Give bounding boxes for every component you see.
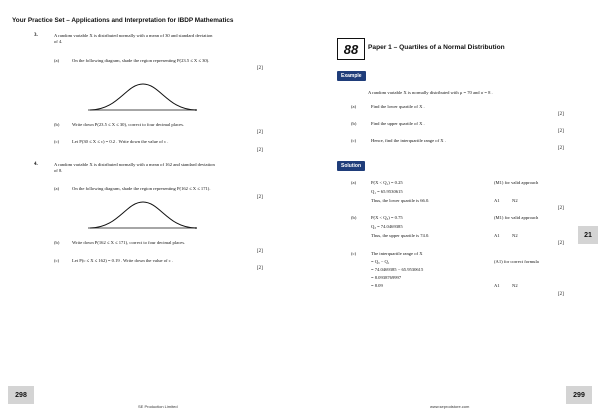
solution-c-label: (c) <box>351 251 357 256</box>
normal-curve <box>90 202 196 228</box>
q4a-label: (a) <box>54 186 60 191</box>
example-part-b-text: Find the upper quartile of X . <box>371 121 425 126</box>
left-page-number: 298 <box>8 386 34 404</box>
solution-c-line2: = Q₃ − Q₁ <box>371 259 390 264</box>
solution-b-line2: Q₃ = 74.0469385 <box>371 224 403 229</box>
example-part-c-label: (c) <box>351 138 357 143</box>
q3b-label: (b) <box>54 122 60 127</box>
solution-b-marks: [2] <box>558 241 564 246</box>
example-part-a-label: (a) <box>351 104 357 109</box>
solution-a-line1: P(X < Q₁) = 0.25 <box>371 180 403 185</box>
solution-badge: Solution <box>337 161 365 171</box>
q3a-label: (a) <box>54 58 60 63</box>
question-4-text-line2: of 8. <box>54 167 63 173</box>
solution-a-line2: Q₁ = 65.9530615 <box>371 189 403 194</box>
solution-c-line5: = 8.09 <box>371 283 383 288</box>
page-header: Your Practice Set – Applications and Interpretation for IBDP Mathematics <box>12 17 234 24</box>
normal-curve-diagram-1[interactable] <box>88 80 198 116</box>
example-part-b-label: (b) <box>351 121 357 126</box>
example-part-c-text: Hence, find the interquartile range of X . <box>371 138 446 143</box>
axis-end-dot <box>195 227 197 229</box>
solution-b-a1: A1 <box>494 233 500 238</box>
q4c-label: (c) <box>54 258 60 263</box>
solution-a-n2: N2 <box>512 198 518 203</box>
solution-c-line4: = 8.0938769997 <box>371 275 402 280</box>
example-text: A random variable X is normally distributed with μ = 70 and σ = 8 . <box>368 90 493 95</box>
section-number-badge: 88 <box>337 38 365 60</box>
example-badge: Example <box>337 71 366 81</box>
left-footer: SE Production Limited <box>138 404 178 409</box>
q3a-text: On the following diagram, shade the region representing P(23.5 ≤ X ≤ 30). <box>72 58 210 63</box>
solution-c-n2: N2 <box>512 283 518 288</box>
q3b-marks: [2] <box>257 130 263 135</box>
example-part-c-marks: [2] <box>558 146 564 151</box>
solution-a-line3: Thus, the lower quartile is 66.0. <box>371 198 430 203</box>
q4b-label: (b) <box>54 240 60 245</box>
solution-c-line1: The interquartile range of X <box>371 251 423 256</box>
solution-b-n2: N2 <box>512 233 518 238</box>
q4c-marks: [2] <box>257 266 263 271</box>
question-3-text-line1: A random variable X is distributed normally with a mean of 30 and standard deviation <box>54 33 213 38</box>
q3c-text: Let P(30 ≤ X ≤ c) = 0.2 . Write down the value of c . <box>72 139 169 144</box>
question-4-number: 4. <box>34 162 38 167</box>
solution-b-m1: (M1) for valid approach <box>494 215 539 220</box>
solution-b-line3: Thus, the upper quartile is 74.0. <box>371 233 430 238</box>
example-part-b-marks: [2] <box>558 129 564 134</box>
solution-b-label: (b) <box>351 215 357 220</box>
solution-a-label: (a) <box>351 180 357 185</box>
q3c-label: (c) <box>54 139 60 144</box>
q3a-marks: [2] <box>257 66 263 71</box>
chapter-tab[interactable]: 21 <box>578 226 598 244</box>
q3b-text: Write down P(23.5 ≤ X ≤ 30), correct to four decimal places. <box>72 122 185 127</box>
q4b-marks: [2] <box>257 249 263 254</box>
question-4-text-line1: A random variable X is distributed normally with a mean of 162 and standard deviation <box>54 162 215 167</box>
question-3-text-line2: of 4. <box>54 38 63 44</box>
solution-c-a1: A1 <box>494 283 500 288</box>
question-3-text <box>54 33 284 44</box>
solution-c-line3: = 74.0469385 − 65.9530615 <box>371 267 424 272</box>
q4c-text: Let P(c ≤ X ≤ 162) = 0.19 . Write down the value of c . <box>72 258 174 263</box>
q4a-marks: [2] <box>257 195 263 200</box>
axis-end-dot <box>195 109 197 111</box>
q3c-marks: [2] <box>257 148 263 153</box>
question-3-number: 3. <box>34 33 38 38</box>
example-part-a-marks: [2] <box>558 112 564 117</box>
q4a-text: On the following diagram, shade the region representing P(162 ≤ X ≤ 171). <box>72 186 211 191</box>
solution-b-line1: P(X < Q₃) = 0.75 <box>371 215 403 220</box>
solution-a-a1: A1 <box>494 198 500 203</box>
solution-c-marks: [2] <box>558 292 564 297</box>
solution-a-m1: (M1) for valid approach <box>494 180 539 185</box>
example-part-a-text: Find the lower quartile of X . <box>371 104 425 109</box>
solution-c-a1f: (A1) for correct formula <box>494 259 539 264</box>
q4b-text: Write down P(162 ≤ X ≤ 171), correct to four decimal places. <box>72 240 186 245</box>
solution-a-marks: [2] <box>558 206 564 211</box>
right-page-number: 299 <box>566 386 592 404</box>
question-4-text <box>54 162 284 173</box>
section-title: Paper 1 – Quartiles of a Normal Distribution <box>368 44 505 51</box>
right-footer[interactable]: www.seprodstore.com <box>430 404 470 409</box>
normal-curve <box>90 84 196 110</box>
normal-curve-diagram-2[interactable] <box>88 198 198 234</box>
